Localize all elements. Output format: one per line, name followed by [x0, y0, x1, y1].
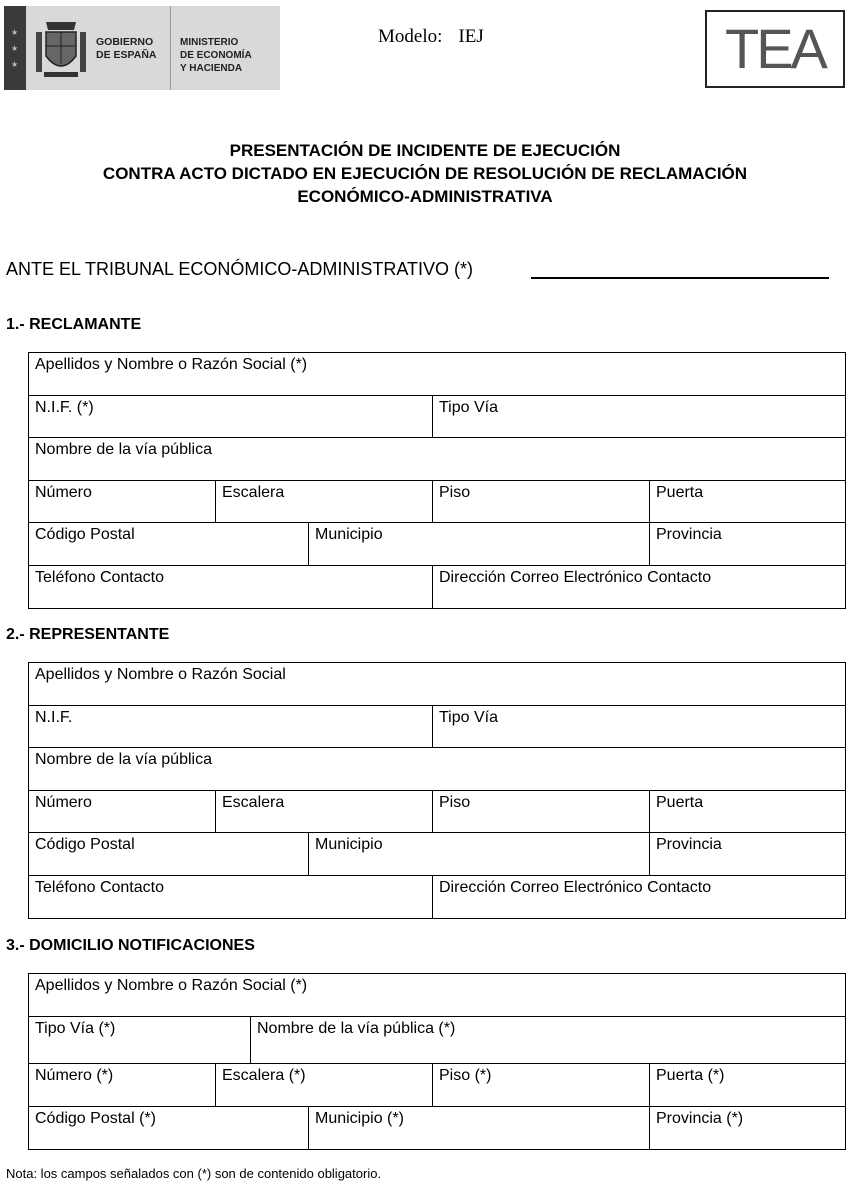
section-title-representante: 2.- REPRESENTANTE [6, 626, 170, 643]
field-municipio[interactable]: Municipio [308, 833, 649, 875]
form-row [29, 566, 845, 608]
form-row [29, 974, 845, 1017]
form-representante [28, 662, 846, 919]
field-nif[interactable]: N.I.F. (*) [35, 399, 94, 416]
field-codigo-postal[interactable]: Código Postal (*) [35, 1110, 156, 1127]
form-row [29, 396, 845, 438]
form-row [29, 481, 845, 523]
form-row [29, 791, 845, 833]
field-razon-social[interactable]: Apellidos y Nombre o Razón Social (*) [35, 356, 308, 373]
flag-stripe: ★ ★ ★ [4, 6, 26, 90]
form-domicilio [28, 973, 846, 1150]
field-numero[interactable]: Número (*) [35, 1067, 114, 1084]
field-puerta[interactable]: Puerta (*) [649, 1064, 845, 1106]
tea-logo-text: TEA [725, 17, 825, 80]
field-puerta[interactable]: Puerta [649, 791, 845, 832]
field-codigo-postal[interactable]: Código Postal [35, 836, 135, 853]
form-row [29, 833, 845, 876]
form-row [29, 1017, 845, 1064]
tribunal-input-line[interactable] [531, 277, 829, 279]
form-row [29, 438, 845, 481]
field-codigo-postal[interactable]: Código Postal [35, 526, 135, 543]
form-row [29, 706, 845, 748]
logo-divider [170, 6, 171, 90]
field-escalera[interactable]: Escalera [215, 481, 432, 522]
field-piso[interactable]: Piso [432, 791, 649, 832]
section-title-domicilio: 3.- DOMICILIO NOTIFICACIONES [6, 937, 255, 954]
form-row [29, 1107, 845, 1149]
field-nif[interactable]: N.I.F. [35, 709, 73, 726]
mandatory-fields-note: Nota: los campos señalados con (*) son de contenido obligatorio. [6, 1166, 382, 1181]
document-title: PRESENTACIÓN DE INCIDENTE DE EJECUCIÓN CONTRA ACTO DICTADO EN EJECUCIÓN DE RESOLUCIÓN DE RECLAMACIÓN ECONÓMICO-ADMINISTRATIVA [102, 141, 748, 206]
gobierno-label: GOBIERNO DE ESPAÑA [96, 36, 157, 61]
field-piso[interactable]: Piso (*) [432, 1064, 649, 1106]
modelo-label: Modelo: IEJ [378, 26, 484, 47]
field-puerta[interactable]: Puerta [649, 481, 845, 522]
field-provincia[interactable]: Provincia (*) [649, 1107, 845, 1149]
tribunal-label: ANTE EL TRIBUNAL ECONÓMICO-ADMINISTRATIVO (*) [6, 259, 474, 279]
form-row [29, 353, 845, 396]
field-tipo-via[interactable]: Tipo Vía [432, 396, 845, 437]
form-row [29, 748, 845, 791]
field-escalera[interactable]: Escalera (*) [215, 1064, 432, 1106]
field-municipio[interactable]: Municipio (*) [308, 1107, 649, 1149]
field-tipo-via[interactable]: Tipo Vía (*) [35, 1020, 116, 1037]
field-email[interactable]: Dirección Correo Electrónico Contacto [432, 876, 845, 918]
field-nombre-via[interactable]: Nombre de la vía pública (*) [250, 1017, 845, 1063]
coat-of-arms-icon [34, 18, 88, 80]
field-provincia[interactable]: Provincia [649, 523, 845, 565]
field-piso[interactable]: Piso [432, 481, 649, 522]
field-escalera[interactable]: Escalera [215, 791, 432, 832]
field-numero[interactable]: Número [35, 484, 92, 501]
field-nombre-via[interactable]: Nombre de la vía pública [35, 751, 212, 768]
field-nombre-via[interactable]: Nombre de la vía pública [35, 441, 212, 458]
field-municipio[interactable]: Municipio [308, 523, 649, 565]
field-numero[interactable]: Número [35, 794, 92, 811]
form-row [29, 1064, 845, 1107]
modelo-code: IEJ [458, 26, 484, 47]
field-telefono[interactable]: Teléfono Contacto [35, 879, 164, 896]
form-reclamante [28, 352, 846, 609]
ministerio-label: MINISTERIO DE ECONOMÍA Y HACIENDA [180, 37, 252, 74]
field-provincia[interactable]: Provincia [649, 833, 845, 875]
section-title-reclamante: 1.- RECLAMANTE [6, 316, 142, 333]
field-razon-social[interactable]: Apellidos y Nombre o Razón Social (*) [35, 977, 308, 994]
form-row [29, 876, 845, 918]
tea-logo [705, 10, 845, 88]
gobierno-espana-logo [4, 6, 280, 90]
form-row [29, 523, 845, 566]
field-email[interactable]: Dirección Correo Electrónico Contacto [432, 566, 845, 608]
form-row [29, 663, 845, 706]
field-razon-social[interactable]: Apellidos y Nombre o Razón Social [35, 666, 286, 683]
field-tipo-via[interactable]: Tipo Vía [432, 706, 845, 747]
field-telefono[interactable]: Teléfono Contacto [35, 569, 164, 586]
